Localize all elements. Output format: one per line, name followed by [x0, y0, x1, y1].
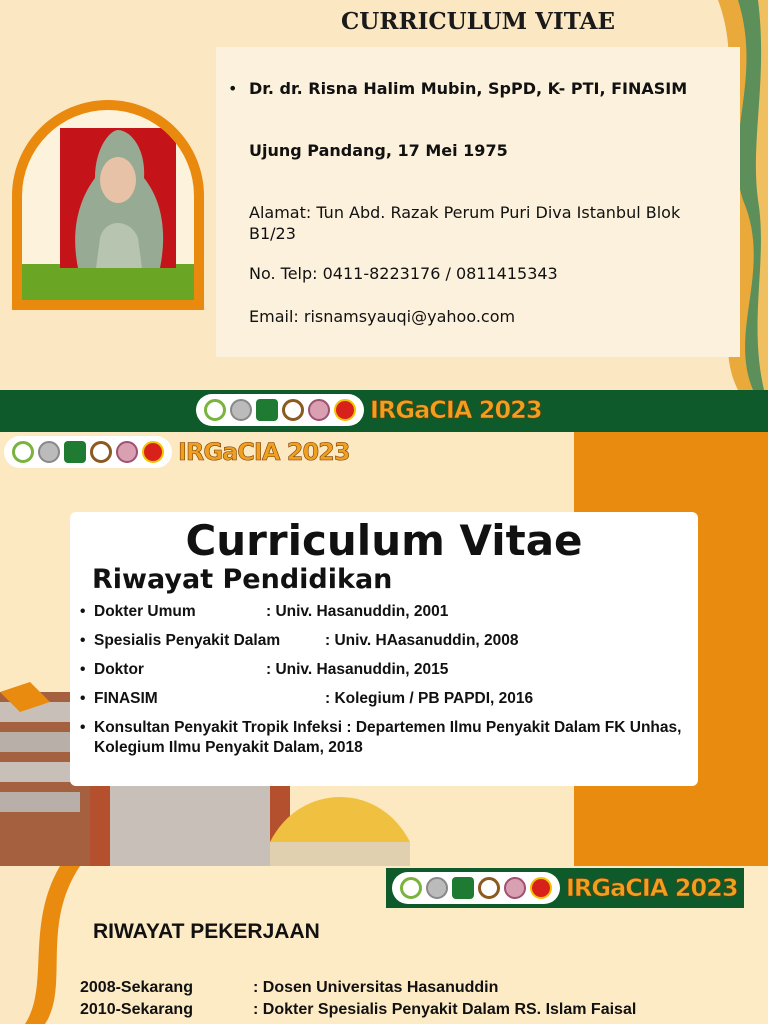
cv-slide-personal	[0, 0, 768, 432]
education-card	[70, 512, 698, 786]
event-logos	[4, 436, 350, 468]
university-logo-icon	[334, 399, 356, 421]
event-name: IRGaCIA 2023	[178, 438, 350, 466]
person-name: Dr. dr. Risna Halim Mubin, SpPD, K- PTI, FINASIM	[249, 79, 688, 98]
ribbon-logo-icon	[90, 441, 112, 463]
event-logos	[386, 868, 744, 908]
list-item: 2010-Sekarang : Dokter Spesialis Penyakit Dalam RS. Islam Faisal	[80, 1001, 637, 1018]
lung-logo-icon	[38, 441, 60, 463]
section-heading: RIWAYAT PEKERJAAN	[93, 920, 320, 943]
section-heading: Riwayat Pendidikan	[92, 564, 393, 595]
list-item: • Konsultan Penyakit Tropik Infeksi : Departemen Ilmu Penyakit Dalam FK Unhas, Kolegium Ilmu Penyakit Dalam, 2018	[80, 718, 688, 758]
bullet-icon: •	[228, 79, 238, 98]
lung-logo-icon	[230, 399, 252, 421]
birth-info: Ujung Pandang, 17 Mei 1975	[249, 141, 508, 160]
event-name: IRGaCIA 2023	[566, 874, 738, 902]
work-history-list	[80, 977, 636, 1021]
organ-logo-icon	[116, 441, 138, 463]
cv-slide-work	[0, 866, 768, 1024]
papdi-logo-icon	[64, 441, 86, 463]
education-list	[80, 602, 688, 767]
university-logo-icon	[142, 441, 164, 463]
lung-logo-icon	[426, 877, 448, 899]
ribbon-logo-icon	[478, 877, 500, 899]
email: Email: risnamsyauqi@yahoo.com	[249, 307, 516, 326]
list-item: 2008-Sekarang : Dosen Universitas Hasanuddin	[80, 979, 499, 996]
university-logo-icon	[530, 877, 552, 899]
personal-info-card	[216, 47, 740, 357]
event-name: IRGaCIA 2023	[370, 396, 542, 424]
papdi-logo-icon	[452, 877, 474, 899]
profile-photo-frame	[12, 100, 204, 310]
grass-decoration	[22, 264, 194, 300]
organ-logo-icon	[308, 399, 330, 421]
infection-logo-icon	[12, 441, 34, 463]
list-item: • FINASIM : Kolegium / PB PAPDI, 2016	[80, 689, 688, 709]
page-title: CURRICULUM VITAE	[341, 8, 615, 35]
list-item: • Spesialis Penyakit Dalam : Univ. HAasanuddin, 2008	[80, 631, 688, 651]
organ-logo-icon	[504, 877, 526, 899]
cv-title: Curriculum Vitae	[185, 516, 583, 565]
phone: No. Telp: 0411-8223176 / 0811415343	[249, 264, 558, 283]
papdi-logo-icon	[256, 399, 278, 421]
profile-photo	[60, 128, 176, 268]
infection-logo-icon	[400, 877, 422, 899]
address: Alamat: Tun Abd. Razak Perum Puri Diva Istanbul Blok B1/23	[249, 203, 681, 243]
infection-logo-icon	[204, 399, 226, 421]
event-logos	[196, 394, 542, 426]
decorative-curve	[0, 866, 90, 1024]
list-item: • Dokter Umum : Univ. Hasanuddin, 2001	[80, 602, 688, 622]
cv-slide-education	[0, 432, 768, 866]
list-item: • Doktor : Univ. Hasanuddin, 2015	[80, 660, 688, 680]
ribbon-logo-icon	[282, 399, 304, 421]
